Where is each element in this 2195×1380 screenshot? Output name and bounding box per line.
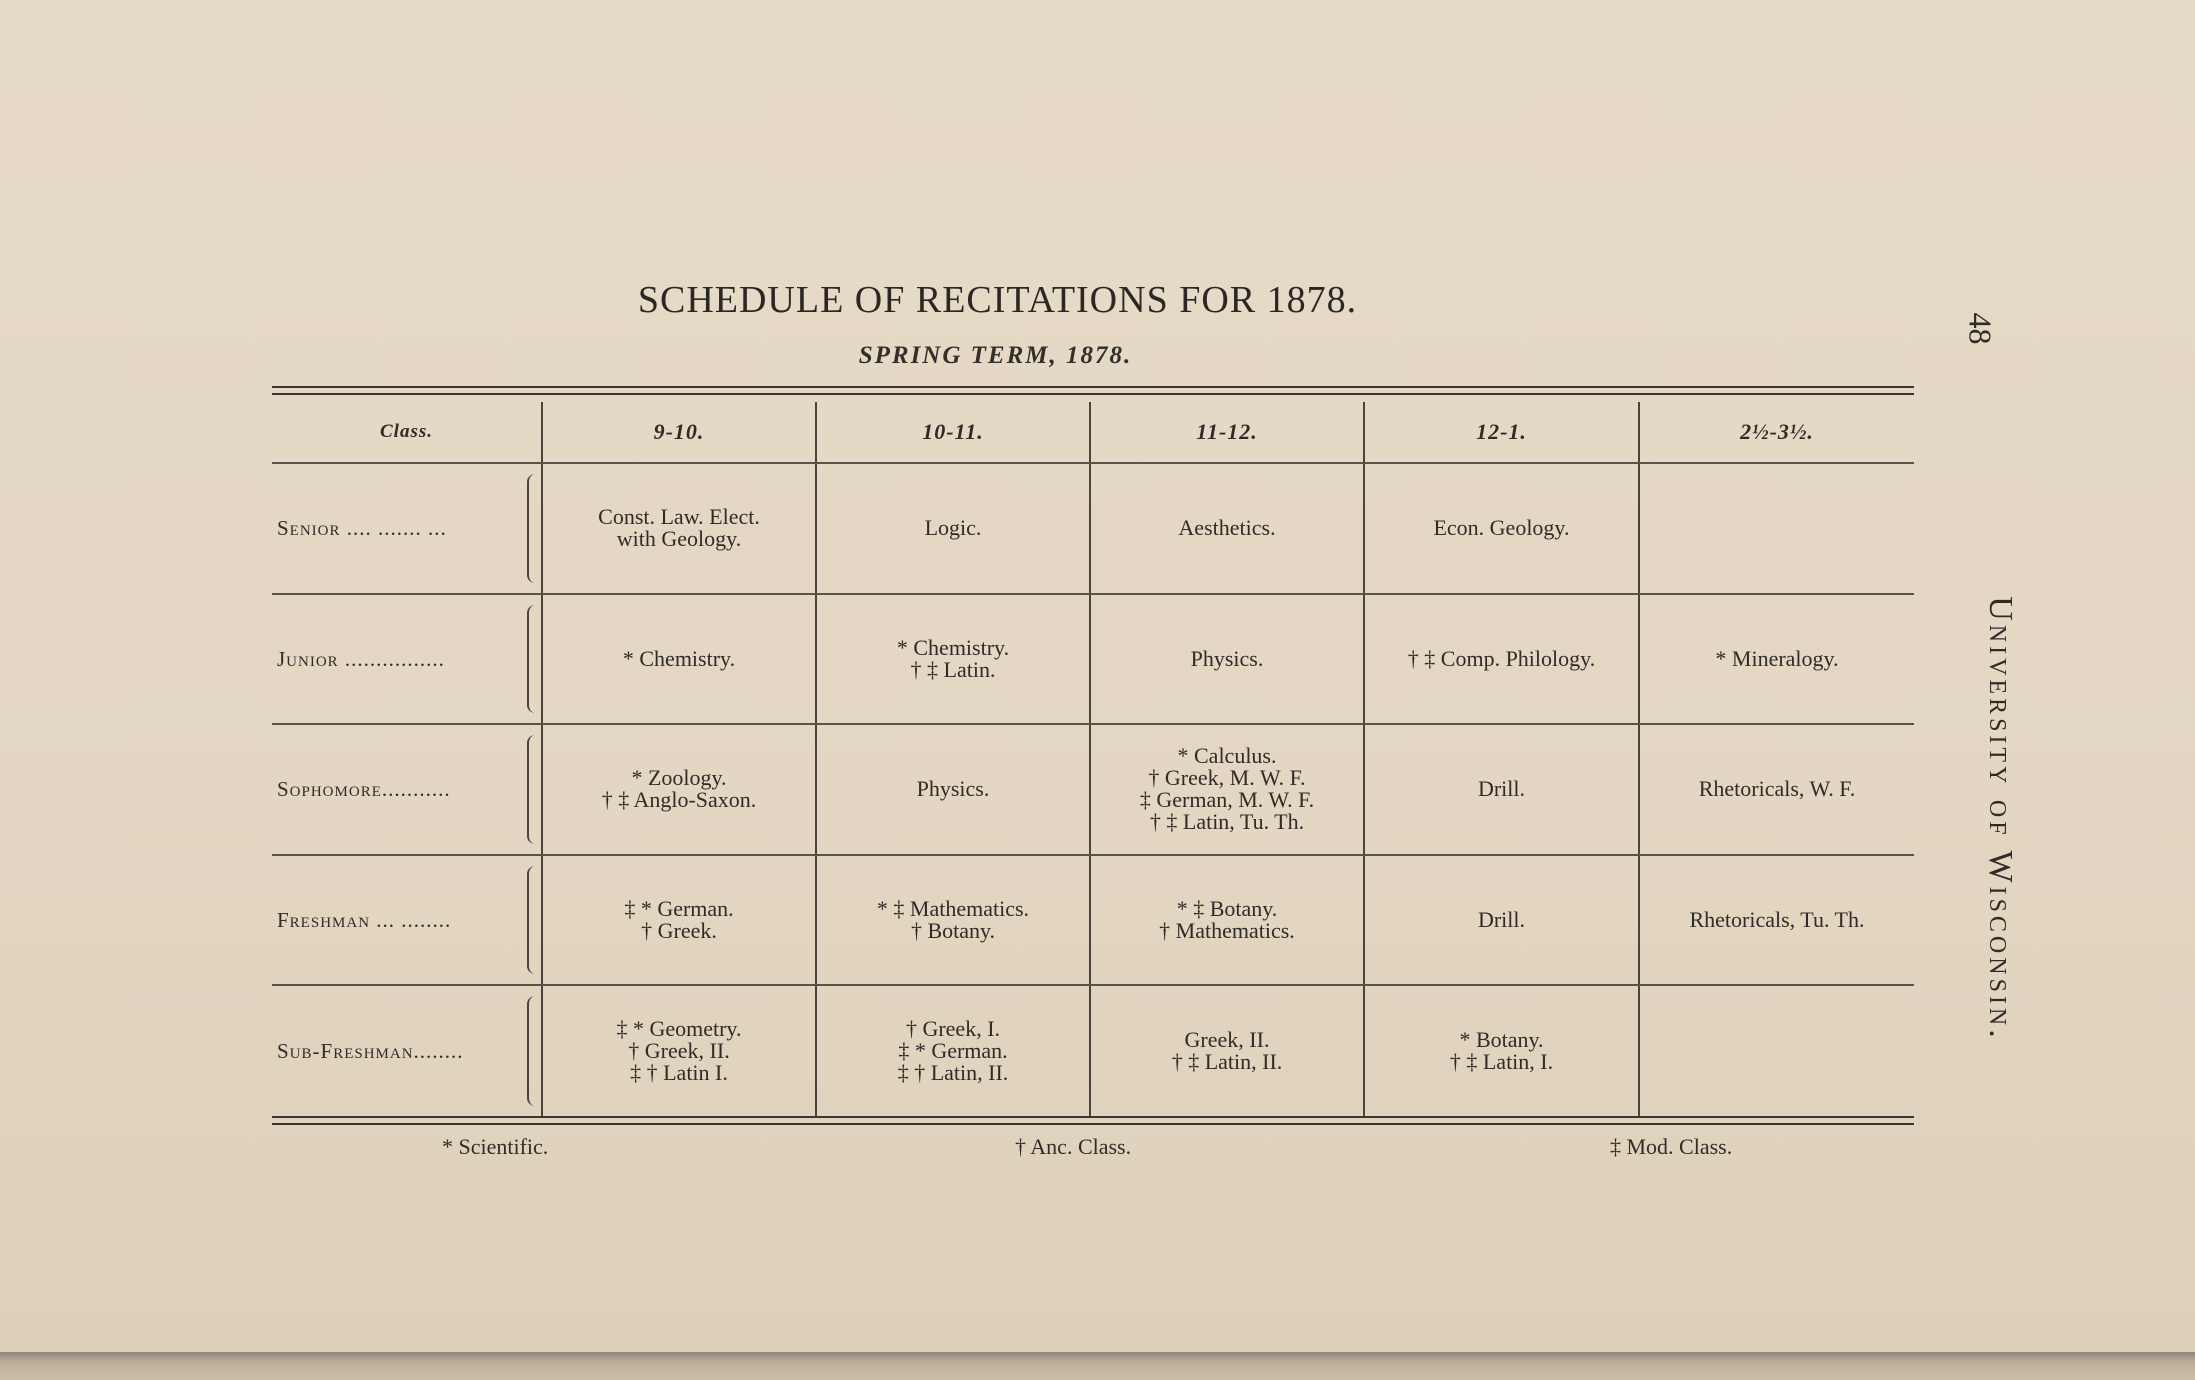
schedule-cell [1364,724,1639,855]
class-label-cell [272,724,542,855]
schedule-cell [1364,985,1639,1116]
header-row [272,402,1914,463]
class-label-cell [272,985,542,1116]
schedule-cell [1639,724,1914,855]
course-entry: ‡ * Geometry. [616,1016,742,1042]
schedule-cell [1090,724,1364,855]
brace-mark [527,866,539,975]
course-entry: † Botany. [910,918,996,944]
schedule-cell [1364,594,1639,725]
column-header-class: Class. [272,402,542,463]
course-entry: † Greek, I. [905,1016,1001,1042]
schedule-cell [816,724,1090,855]
class-name: Junior ................ [277,646,445,671]
bottom-double-rule [272,1116,1914,1125]
brace-mark [527,474,539,583]
schedule-cell [1639,594,1914,725]
course-entry: † ‡ Comp. Philology. [1407,645,1596,671]
class-name: Freshman ... ........ [277,908,452,933]
class-label-cell [272,855,542,986]
schedule-cell [1364,855,1639,986]
column-header-11-12: 11-12. [1090,402,1364,463]
schedule-cell [816,594,1090,725]
brace-mark [527,605,539,714]
footnote-ancient-class: † Anc. Class. [1015,1134,1132,1159]
course-entry: Logic. [924,515,982,541]
class-name: Senior .... ....... ... [277,516,447,541]
schedule-cell [816,985,1090,1116]
schedule-cell [1090,594,1364,725]
column-header-12-1: 12-1. [1364,402,1639,463]
course-entry: † ‡ Latin, Tu. Th. [1149,809,1305,835]
course-entry: † Greek. [641,918,717,944]
course-entry: Physics. [1190,645,1264,671]
page-title: SCHEDULE OF RECITATIONS FOR 1878. [637,279,1358,321]
course-entry: with Geology. [616,526,742,552]
class-label-cell [272,594,542,725]
class-name: Sub-Freshman........ [277,1039,464,1064]
schedule-cell [816,463,1090,594]
course-entry: † ‡ Latin, I. [1449,1049,1554,1075]
schedule-cell [1639,985,1914,1116]
brace-mark [527,996,539,1106]
table-row [272,594,1914,725]
table-row [272,985,1914,1116]
schedule-cell [1639,855,1914,986]
course-entry: Greek, II. [1184,1027,1270,1053]
course-entry: † Greek, II. [628,1038,730,1064]
course-entry: Econ. Geology. [1433,515,1570,541]
course-entry: Drill. [1477,907,1526,933]
course-entry: ‡ German, M. W. F. [1139,787,1315,813]
course-entry: Drill. [1477,776,1526,802]
course-entry: * Chemistry. [896,634,1010,660]
course-entry: † ‡ Anglo-Saxon. [601,787,757,813]
course-entry: † Mathematics. [1159,918,1295,944]
course-entry: † ‡ Latin, II. [1171,1049,1283,1075]
schedule-cell [1364,463,1639,594]
table-row [272,855,1914,986]
course-entry: * Chemistry. [622,645,736,671]
column-header-10-11: 10-11. [816,402,1090,463]
page-subtitle: SPRING TERM, 1878. [858,342,1133,369]
schedule-cell [1639,463,1914,594]
course-entry: ‡ † Latin I. [630,1060,728,1086]
course-entry: Const. Law. Elect. [598,504,760,530]
course-entry: † ‡ Latin. [910,656,996,682]
column-header-2half-3half: 2½-3½. [1639,402,1914,463]
course-entry: ‡ * German. [898,1038,1008,1064]
schedule-cell [1090,855,1364,986]
footnote-scientific: * Scientific. [442,1134,549,1159]
page-number: 48 [1962,312,1999,345]
footnote-modern-class: ‡ Mod. Class. [1610,1134,1733,1159]
schedule-cell [542,724,816,855]
table-row [272,463,1914,594]
course-entry: ‡ † Latin, II. [897,1060,1009,1086]
schedule-table [272,402,1914,1116]
class-label-cell [272,463,542,594]
course-entry: * ‡ Botany. [1176,896,1278,922]
brace-mark [527,735,539,844]
class-name: Sophomore........... [277,777,451,802]
schedule-cell [542,463,816,594]
course-entry: Physics. [916,776,990,802]
schedule-cell [542,985,816,1116]
page-edge [0,1352,2195,1380]
course-entry: Rhetoricals, Tu. Th. [1689,907,1865,933]
course-entry: ‡ * German. [624,896,734,922]
footnotes [0,1134,2195,1164]
course-entry: Aesthetics. [1178,515,1276,541]
schedule-cell [542,594,816,725]
top-double-rule [272,386,1914,395]
column-header-9-10: 9-10. [542,402,816,463]
course-entry: * Calculus. [1177,743,1277,769]
table-row [272,724,1914,855]
course-entry: * Botany. [1459,1027,1544,1053]
running-header: University of Wisconsin. [1982,596,2019,1042]
schedule-cell [816,855,1090,986]
course-entry: * Zoology. [631,765,727,791]
course-entry: * Mineralogy. [1715,645,1839,671]
course-entry: * ‡ Mathematics. [876,896,1030,922]
course-entry: † Greek, M. W. F. [1148,765,1306,791]
schedule-cell [1090,463,1364,594]
schedule-cell [542,855,816,986]
course-entry: Rhetoricals, W. F. [1698,776,1856,802]
schedule-cell [1090,985,1364,1116]
